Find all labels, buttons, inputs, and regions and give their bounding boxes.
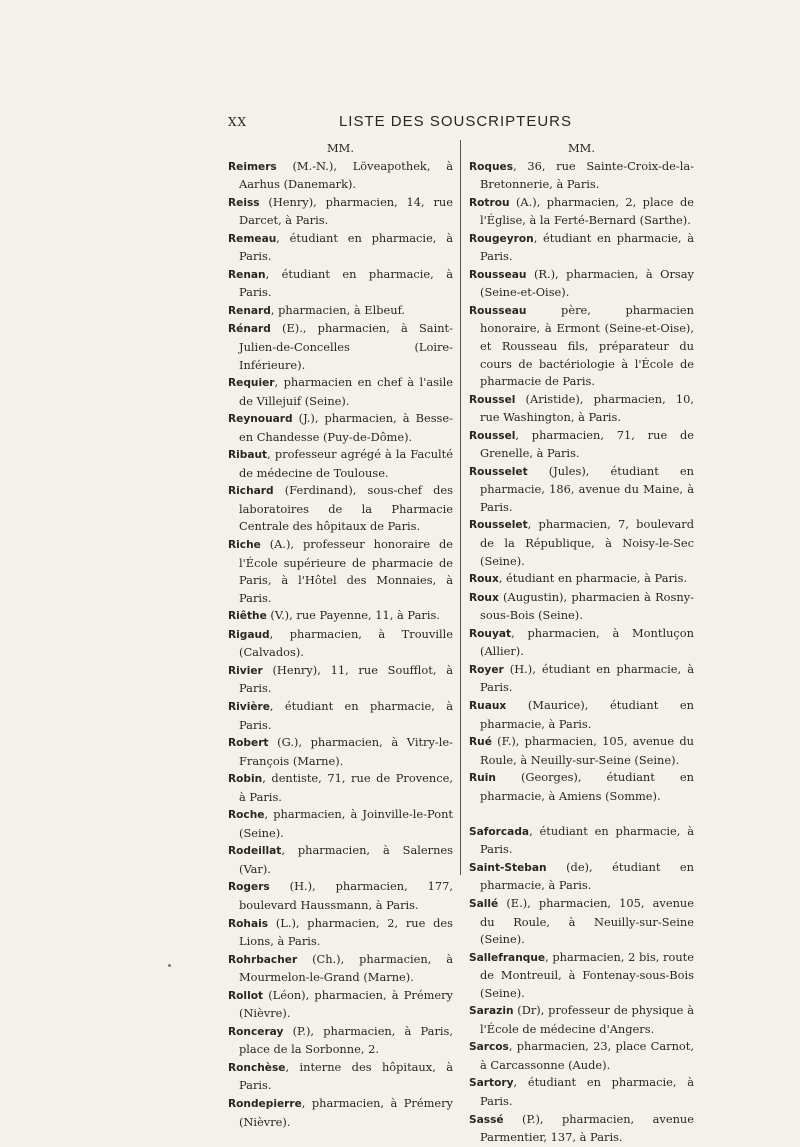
subscriber-name: Rousselet: [469, 519, 528, 532]
subscriber-name: Sarazin: [469, 1005, 514, 1018]
subscriber-name: Rollot: [228, 989, 264, 1002]
subscriber-details: , étudiant en pharmacie, à Paris.: [239, 230, 453, 264]
subscriber-details: , étudiant en pharmacie, à Paris.: [480, 230, 694, 264]
subscriber-details: (Dr), professeur de physique à l'École de médecine d'Angers.: [480, 1003, 694, 1036]
subscriber-name: Rougeyron: [469, 232, 534, 245]
subscriber-name: Robert: [228, 737, 269, 750]
subscriber-name: Riche: [228, 539, 261, 552]
page-number: XX: [228, 115, 248, 129]
subscriber-entry: [228, 626, 453, 662]
subscriber-name: Saforcada: [469, 825, 530, 838]
subscriber-name: Roques: [469, 160, 514, 173]
subscriber-entry: [228, 806, 453, 842]
subscriber-details: (de), étudiant en pharmacie, à Paris.: [480, 859, 694, 893]
subscriber-name: Ruaux: [469, 699, 507, 712]
subscriber-name: Roux: [469, 591, 499, 604]
subscriber-entry: [469, 895, 694, 949]
subscriber-details: , pharmacien en chef à l'asile de Villejuif (Seine).: [239, 375, 453, 408]
subscriber-details: (J.), pharmacien, à Besse-en Chandesse (Puy-de-Dôme).: [239, 411, 453, 444]
subscriber-details: (H.), pharmacien, 177, boulevard Haussmann, à Paris.: [239, 879, 453, 912]
subscriber-details: (Henry), pharmacien, 14, rue Darcet, à Paris.: [239, 194, 453, 228]
mm-heading: MM.: [327, 141, 354, 155]
subscriber-name: Sassé: [469, 1113, 504, 1126]
subscriber-details: (Augustin), pharmacien à Rosny-sous-Bois (Seine).: [480, 589, 694, 623]
subscriber-name: Reiss: [228, 196, 260, 209]
subscriber-name: Requier: [228, 377, 275, 390]
subscriber-details: , pharmacien, à Salernes (Var).: [239, 843, 453, 876]
subscriber-details: (G.), pharmacien, à Vitry-le-François (Marne).: [239, 735, 453, 768]
subscriber-entry: [228, 607, 453, 626]
subscriber-entry: [228, 230, 453, 266]
left-entries: [228, 158, 453, 1132]
column-divider: [460, 140, 461, 875]
subscriber-entry: [469, 589, 694, 625]
mm-heading: MM.: [568, 141, 595, 155]
subscriber-details: , étudiant en pharmacie, à Paris.: [480, 823, 694, 857]
subscriber-name: Ronceray: [228, 1025, 284, 1038]
subscriber-name: Rivier: [228, 664, 263, 677]
paper-speck: [168, 964, 171, 967]
right-entries-s: [469, 823, 694, 1147]
subscriber-entry: [469, 230, 694, 266]
subscriber-details: (Georges), étudiant en pharmacie, à Amiens (Somme).: [480, 770, 694, 803]
subscriber-name: Rogers: [228, 881, 270, 894]
subscriber-entry: [228, 482, 453, 536]
subscriber-details: (V.), rue Payenne, 11, à Paris.: [266, 608, 440, 623]
subscriber-name: Rigaud: [228, 628, 270, 641]
subscriber-details: (E.), pharmacien, 105, avenue du Roule, à Neuilly-sur-Seine (Seine).: [480, 895, 694, 947]
subscriber-entry: [469, 949, 694, 1003]
page-title: LISTE DES SOUSCRIPTEURS: [338, 113, 572, 130]
subscriber-details: (A.), pharmacien, 2, place de l'Église, à la Ferté-Bernard (Sarthe).: [480, 194, 694, 228]
subscriber-entry: [469, 1074, 694, 1110]
subscriber-details: père, pharmacien honoraire, à Ermont (Seine-et-Oise), et Rousseau fils, préparateur du cours de bactériologie à l'École de pharmacie de Paris.: [480, 302, 694, 389]
subscriber-entry: [228, 446, 453, 482]
right-column: [469, 140, 694, 1147]
subscriber-name: Ruin: [469, 772, 496, 785]
subscriber-name: Roche: [228, 809, 265, 822]
subscriber-entry: [469, 661, 694, 697]
subscriber-entry: [228, 951, 453, 987]
subscriber-name: Reimers: [228, 160, 277, 173]
subscriber-details: (Ferdinand), sous-chef des laboratoires de la Pharmacie Centrale des hôpitaux de Paris.: [239, 483, 453, 534]
subscriber-details: , 36, rue Sainte-Croix-de-la-Bretonnerie, à Paris.: [480, 158, 694, 192]
subscriber-entry: [469, 697, 694, 733]
subscriber-name: Roux: [469, 573, 499, 586]
subscriber-entry: [228, 536, 453, 607]
subscriber-entry: [228, 770, 453, 806]
subscriber-details: , étudiant en pharmacie, à Paris.: [498, 571, 688, 586]
subscriber-details: (E)., pharmacien, à Saint-Julien-de-Concelles (Loire-Inférieure).: [239, 321, 453, 372]
subscriber-entry: [228, 915, 453, 951]
subscriber-name: Rivière: [228, 700, 270, 713]
subscriber-name: Rué: [469, 736, 492, 749]
subscriber-details: , pharmacien, à Prémery (Nièvre).: [239, 1095, 453, 1129]
subscriber-name: Ribaut: [228, 449, 268, 462]
subscriber-name: Riêthe: [228, 610, 267, 623]
subscriber-details: , dentiste, 71, rue de Provence, à Paris.: [239, 771, 453, 804]
subscriber-details: (Jules), étudiant en pharmacie, 186, avenue du Maine, à Paris.: [480, 463, 694, 514]
subscriber-details: , pharmacien, 7, boulevard de la République, à Noisy-le-Sec (Seine).: [480, 517, 694, 568]
subscriber-name: Renard: [228, 304, 271, 317]
subscriber-name: Sallé: [469, 897, 499, 910]
subscriber-details: , pharmacien, à Trouville (Calvados).: [239, 626, 453, 660]
subscriber-name: Rouyat: [469, 627, 512, 640]
subscriber-entry: [228, 1023, 453, 1059]
subscriber-details: (F.), pharmacien, 105, avenue du Roule, à Neuilly-sur-Seine (Seine).: [480, 734, 694, 767]
subscriber-entry: [469, 733, 694, 769]
subscriber-entry: [228, 194, 453, 230]
subscriber-details: (Henry), 11, rue Soufflot, à Paris.: [239, 662, 453, 696]
subscriber-details: (P.), pharmacien, avenue Parmentier, 137, à Paris.: [480, 1111, 694, 1145]
subscriber-name: Rousselet: [469, 465, 528, 478]
subscriber-entry: [469, 427, 694, 463]
right-entries: [469, 158, 694, 806]
subscriber-entry: [469, 570, 694, 589]
subscriber-details: (Ch.), pharmacien, à Mourmelon-le-Grand (Marne).: [239, 951, 453, 985]
subscriber-name: Rondepierre: [228, 1097, 302, 1110]
subscriber-entry: [228, 734, 453, 770]
subscriber-name: Sallefranque: [469, 951, 546, 964]
subscriber-entry: [469, 1038, 694, 1074]
subscriber-name: Rousseau: [469, 268, 527, 281]
section-gap: [469, 805, 694, 823]
subscriber-entry: [228, 374, 453, 410]
subscriber-details: , pharmacien, à Montluçon (Allier).: [480, 625, 694, 659]
subscriber-entry: [469, 1111, 694, 1147]
subscriber-name: Rodeillat: [228, 845, 282, 858]
page-header: [228, 113, 572, 130]
subscriber-details: , étudiant en pharmacie, à Paris.: [239, 698, 453, 732]
subscriber-entry: [469, 302, 694, 391]
subscriber-details: , étudiant en pharmacie, à Paris.: [239, 266, 453, 300]
subscriber-name: Saint-Steban: [469, 861, 547, 874]
subscriber-entry: [469, 1002, 694, 1038]
subscriber-entry: [228, 266, 453, 302]
subscriber-entry: [469, 266, 694, 302]
subscriber-details: , pharmacien, à Elbeuf.: [270, 302, 406, 317]
subscriber-entry: [228, 158, 453, 194]
subscriber-details: (M.-N.), Löveapothek, à Aarhus (Danemark).: [239, 158, 453, 192]
subscriber-details: (H.), étudiant en pharmacie, à Paris.: [480, 661, 694, 695]
subscriber-entry: [469, 391, 694, 427]
subscriber-name: Richard: [228, 485, 274, 498]
subscriber-name: Roussel: [469, 393, 516, 406]
left-column: [228, 140, 453, 1131]
subscriber-name: Rénard: [228, 323, 271, 336]
subscriber-name: Remeau: [228, 232, 277, 245]
subscriber-details: (R.), pharmacien, à Orsay (Seine-et-Oise).: [480, 266, 694, 300]
subscriber-name: Rousseau: [469, 304, 527, 317]
subscriber-name: Ronchèse: [228, 1061, 286, 1074]
subscriber-entry: [228, 410, 453, 446]
subscriber-entry: [469, 516, 694, 570]
subscriber-entry: [228, 698, 453, 734]
subscriber-name: Renan: [228, 268, 266, 281]
subscriber-name: Sarcos: [469, 1041, 509, 1054]
subscriber-name: Royer: [469, 663, 504, 676]
subscriber-name: Sartory: [469, 1077, 514, 1090]
subscriber-name: Rohais: [228, 917, 269, 930]
subscriber-details: , pharmacien, 2 bis, route de Montreuil, à Fontenay-sous-Bois (Seine).: [480, 949, 694, 1000]
subscriber-details: (Léon), pharmacien, à Prémery (Nièvre).: [239, 987, 453, 1021]
subscriber-entry: [228, 1059, 453, 1095]
subscriber-details: , étudiant en pharmacie, à Paris.: [480, 1075, 694, 1108]
subscriber-entry: [228, 320, 453, 374]
subscriber-entry: [469, 823, 694, 859]
subscriber-name: Roussel: [469, 429, 516, 442]
subscriber-entry: [228, 662, 453, 698]
subscriber-entry: [469, 625, 694, 661]
subscriber-entry: [228, 842, 453, 878]
subscriber-name: Reynouard: [228, 413, 293, 426]
subscriber-details: , interne des hôpitaux, à Paris.: [239, 1059, 453, 1093]
subscriber-details: , professeur agrégé à la Faculté de médecine de Toulouse.: [239, 447, 453, 480]
subscriber-entry: [228, 878, 453, 914]
subscriber-entry: [469, 158, 694, 194]
subscriber-details: (Aristide), pharmacien, 10, rue Washington, à Paris.: [480, 391, 694, 425]
subscriber-details: (A.), professeur honoraire de l'École supérieure de pharmacie de Paris, à l'Hôtel des Monnaies, à Paris.: [239, 537, 453, 605]
subscriber-details: (L.), pharmacien, 2, rue des Lions, à Paris.: [239, 915, 453, 949]
subscriber-entry: [469, 463, 694, 517]
subscriber-name: Rotrou: [469, 196, 510, 209]
subscriber-entry: [228, 1095, 453, 1131]
subscriber-entry: [469, 194, 694, 230]
subscriber-name: Robin: [228, 773, 263, 786]
subscriber-details: , pharmacien, 71, rue de Grenelle, à Paris.: [480, 427, 694, 461]
subscriber-entry: [469, 769, 694, 805]
subscriber-details: , pharmacien, à Joinville-le-Pont (Seine).: [239, 807, 453, 840]
subscriber-entry: [469, 859, 694, 895]
subscriber-details: (Maurice), étudiant en pharmacie, à Paris.: [480, 697, 694, 731]
subscriber-details: , pharmacien, 23, place Carnot, à Carcassonne (Aude).: [480, 1039, 694, 1072]
subscriber-details: (P.), pharmacien, à Paris, place de la Sorbonne, 2.: [239, 1023, 453, 1057]
subscriber-entry: [228, 987, 453, 1023]
subscriber-name: Rohrbacher: [228, 953, 298, 966]
subscriber-entry: [228, 302, 453, 321]
